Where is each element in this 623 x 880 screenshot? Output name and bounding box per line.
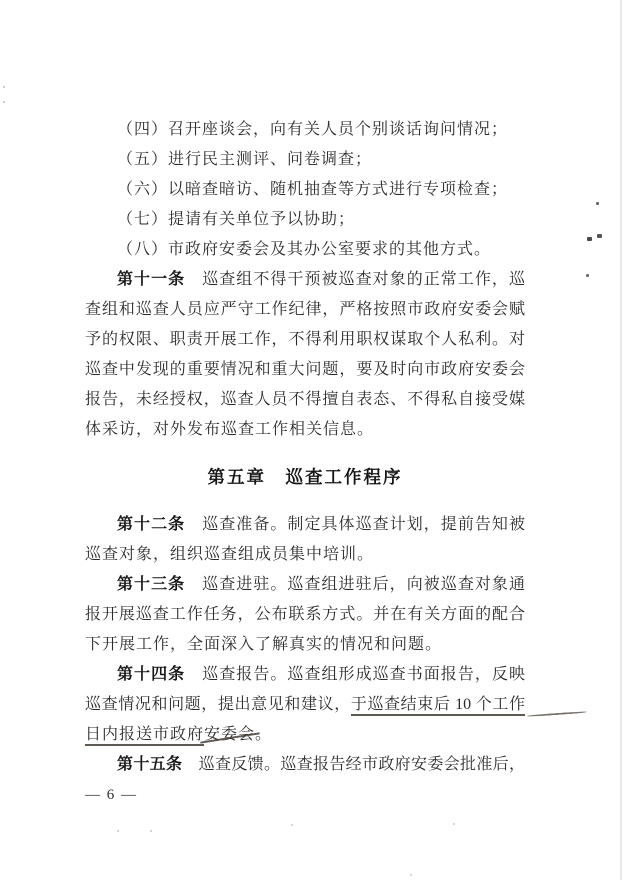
text-run: （五）进行民主测评、问卷调查； [117,151,373,168]
bold-article-label: 第十四条 [117,666,186,683]
chapter-heading [85,462,525,492]
scan-speck [3,101,5,103]
text-run: 体采访，对外发布巡查工作相关信息。 [85,421,375,438]
text-run: 巡查情况和问题，提出意见和建议， [85,696,351,713]
text-run: 巡查中发现的重要情况和重大问题，要及时向市政府安委会 [85,361,525,378]
body-line [85,325,525,355]
body-line [85,415,525,445]
pen-underlined-text: 日内报送市政府 [85,726,204,746]
text-run: 巡查反馈。巡查报告经市政府安委会批准后， [182,756,525,773]
text-run: 查组和巡查人员应严守工作纪律，严格按照市政府安委会赋 [85,301,525,318]
text-block [85,115,525,780]
body-line [85,265,525,295]
body-line [85,175,525,205]
scan-speck [453,823,455,825]
text-run: （八）市政府安委会及其办公室要求的其他方式。 [117,241,492,258]
scan-speck [597,234,602,238]
scan-speck [291,824,293,826]
text-run: 下开展工作，全面深入了解真实的情况和问题。 [85,636,443,653]
text-run: 予的权限、职责开展工作，不得利用职权谋取个人私利。对 [85,331,525,348]
body-line [85,690,525,720]
text-run: 报告，未经授权，巡查人员不得擅自表态、不得私自接受媒 [85,391,525,408]
body-line [85,295,525,325]
body-line [85,630,525,660]
text-run: 。 [255,726,273,743]
body-line [85,235,525,265]
bold-article-label: 第十三条 [117,576,186,593]
scan-speck [3,86,5,88]
bold-article-label: 第十二条 [117,516,186,533]
text-run: 巡查报告。巡查组形成巡查书面报告，反映 [185,666,525,683]
scan-speck [587,237,592,241]
bold-article-label: 第五章 巡查工作程序 [207,467,403,487]
body-line [85,510,525,540]
body-line [85,540,525,570]
scan-speck [596,202,599,205]
body-line [85,750,525,780]
bold-article-label: 第十一条 [117,271,186,288]
scan-edge-shadow [620,0,622,880]
text-run: 巡查进驻。巡查组进驻后，向被巡查对象通 [185,576,525,593]
text-run: （七）提请有关单位予以协助； [117,211,356,228]
pen-struck-text: 安委会 [204,720,255,750]
page-number: — 6 — [85,787,138,803]
body-line [85,600,525,630]
body-line [85,660,525,690]
bold-article-label: 第十五条 [117,756,183,773]
pen-stroke-trailing-dash [527,711,587,717]
body-line [85,355,525,385]
scan-speck [586,274,589,277]
text-run: 巡查组不得干预被巡查对象的正常工作，巡 [185,271,525,288]
pen-underlined-text: 于巡查结束后 10 个工作 [351,696,525,716]
body-line [85,570,525,600]
scan-speck [150,830,152,832]
scan-speck [410,874,412,876]
body-line [85,385,525,415]
scan-speck [117,830,119,832]
text-run: 巡查对象，组织巡查组成员集中培训。 [85,546,375,563]
body-line [85,720,525,750]
text-run: （四）召开座谈会，向有关人员个别谈话询问情况； [117,121,509,138]
text-run: 巡查准备。制定具体巡查计划，提前告知被 [185,516,525,533]
text-run: （六）以暗查暗访、随机抽查等方式进行专项检查； [117,181,509,198]
body-line [85,145,525,175]
body-line [85,115,525,145]
body-line [85,205,525,235]
text-run: 报开展巡查工作任务，公布联系方式。并在有关方面的配合 [85,606,525,623]
